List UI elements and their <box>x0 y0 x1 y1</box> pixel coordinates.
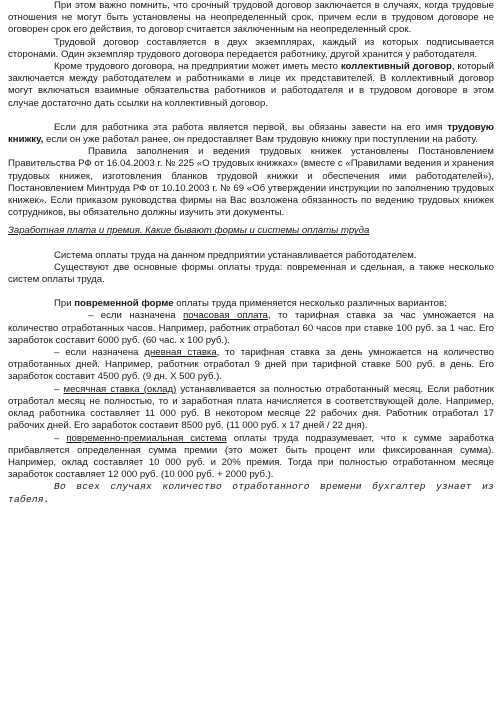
text-span: если он уже работал ранее, он предоставляет Вам трудовую книжку при поступлении на работу. <box>43 134 478 146</box>
paragraph-fixed-term-contract: При этом важно помнить, что срочный трудовой договор заключается в случаях, когда трудовые отношения не могут быть установлены на неопределенный срок, причем если в трудовом договоре не оговорен срок его действия, то договор считается заключенным на неопределенный срок. <box>8 0 494 36</box>
paragraph-work-book-rules: Правила заполнения и ведения трудовых книжек установлены Постановлением Правительства РФ от 16.04.2003 г. № 225 «О трудовых книжках» (вместе с «Правилами ведения и хранения трудовых книжек, изготовления бланков трудовой книжки и обеспечения ими работодателей»), Постановлением Минтруда РФ от 10.10.2003 г. № 69 «Об утверждении инструкции по заполнению трудовых книжек». Если приказом руководства фирмы на Вас возложена обязанность по ведению трудовых книжек сотрудников, вы обязательно должны изучить эти документы. <box>8 146 494 219</box>
section-heading-salary: Заработная плата и премия. Какие бывают формы и системы оплаты труда <box>8 225 370 237</box>
underlined-term-hourly: почасовая оплата <box>183 310 268 322</box>
text-span: , который заключается между работодателем и работниками в лице их представителей. В коллективный договор могут включаться взаимные обязательства работников и работодателя и в трудовом договоре в этом случае достаточно дать ссылки на коллективный договор. <box>8 61 494 109</box>
text-span: При <box>54 298 75 310</box>
underlined-term-monthly: месячная ставка (оклад) <box>63 383 177 395</box>
list-item-monthly <box>8 384 494 433</box>
underlined-term-daily: дневная ставка <box>144 347 217 359</box>
text-span: – <box>54 383 64 395</box>
spacer <box>8 110 494 122</box>
paragraph-work-book <box>8 122 494 146</box>
text-span: – если назначена <box>88 310 184 322</box>
paragraph-pay-system: Система оплаты труда на данном предприятии устанавливается работодателем. <box>54 249 417 261</box>
paragraph-timesheet-note: Во всех случаях количество отработанного времени бухгалтер узнает из табеля. <box>8 481 494 505</box>
text-span: оплаты труда подразумевает, что к сумме заработка прибавляется определенная сумма премии (это может быть процент или фиксированная сумма). Например, оклад составляет 10 000 руб. и 20% премия. Тогда при полностью отработанном месяце заработок составляет 12 000 руб. (10 000 руб. + 2000 руб.). <box>8 432 494 481</box>
spacer <box>8 238 494 250</box>
list-item-hourly <box>8 310 494 347</box>
text-span: , то тарифная ставка за день умножается на количество отработанных дней. Например, работник отработал 9 дней при тарифной ставке 500 руб. в день. Его заработок составит 4500 руб. (9 дн. Х 500 руб.). <box>8 347 494 383</box>
text-span: Кроме трудового договора, на предприятии может иметь место <box>54 61 341 73</box>
paragraph-pay-forms: Существуют две основные формы оплаты труда: повременная и сдельная, а также несколько систем оплаты труда. <box>8 261 494 286</box>
paragraph-time-based-form <box>8 298 494 310</box>
underlined-term-premium: повременно-премиальная система <box>66 432 227 444</box>
paragraph-two-copies: Трудовой договор составляется в двух экземплярах, каждый из которых подписывается сторонами. Один экземпляр трудового договора передается работнику, другой хранится у работодателя. <box>8 36 494 60</box>
bold-term-time-based: повременной форме <box>74 298 174 310</box>
list-item-daily <box>8 347 494 384</box>
paragraph-collective-agreement <box>8 61 494 110</box>
bold-term-work-book: трудовую книжку, <box>8 121 494 146</box>
text-span: оплаты труда применяется несколько различных вариантов: <box>173 298 447 310</box>
spacer <box>8 286 494 298</box>
list-item-premium <box>8 433 494 482</box>
text-span: Если для работника эта работа является первой, вы обязаны завести на его имя <box>54 121 448 133</box>
text-span: – если назначена <box>54 347 145 359</box>
text-span: , то тарифная ставка за час умножается на количество отработанных часов. Например, работник отработал 60 часов при ставке 100 руб. за 1 час. Его заработок составит 6000 руб. (60 час. х 100 руб.). <box>8 310 494 346</box>
bold-term-collective-agreement: коллективный договор <box>340 61 452 73</box>
text-span: устанавливается за полностью отработанный месяц. Если работник отработал месяц не полностью, то и заработная плата начисляется в соответствующей доле. Например, оклад работника составляет 11 000 руб. В некотором месяце 22 рабочих дня. Работник отработал 17 рабочих дней. Его заработок составит 8500 руб. (11 000 руб. х 17 дней / 22 дня). <box>8 383 494 432</box>
text-span: – <box>54 432 67 444</box>
